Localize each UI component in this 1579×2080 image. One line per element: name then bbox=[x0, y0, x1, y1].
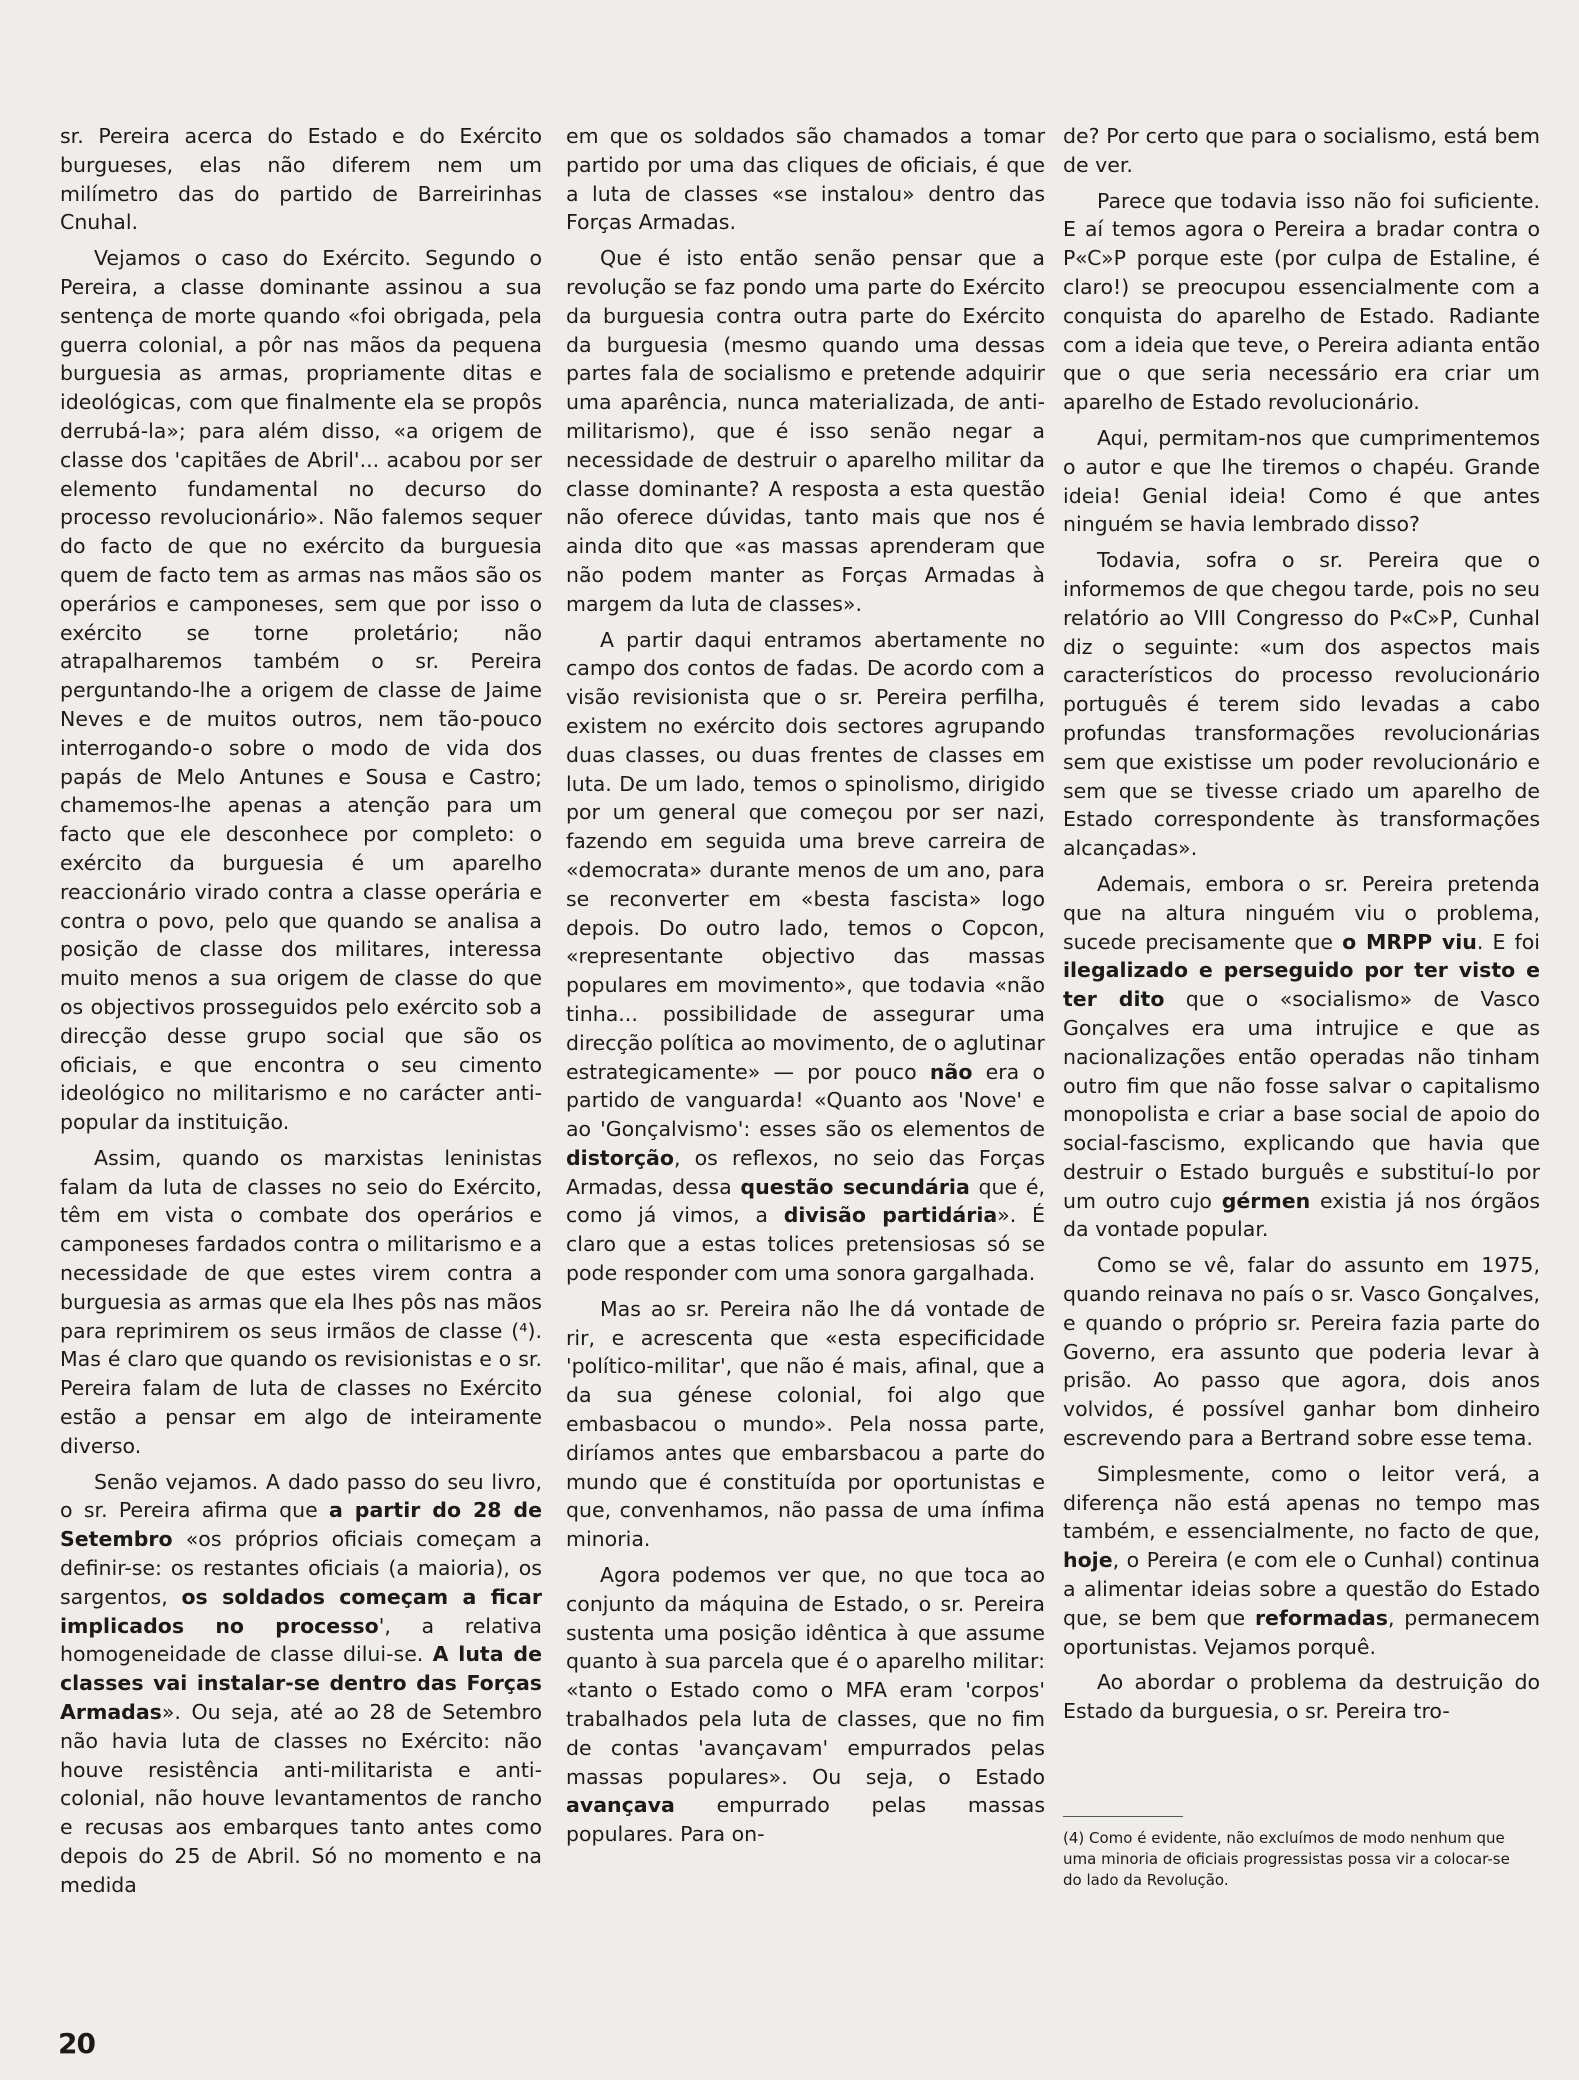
paragraph bbox=[1063, 870, 1540, 1244]
emphasis: A luta de classes vai instalar-se dentro das Forças Armadas bbox=[60, 1642, 542, 1725]
text-run: ', a relativa homogeneidade de classe dilui-se. bbox=[60, 1613, 542, 1667]
emphasis: não bbox=[929, 1059, 973, 1084]
footnote-number: (4) bbox=[1063, 1829, 1085, 1847]
paragraph: Que é isto então senão pensar que a revolução se faz pondo uma parte do Exército da burguesia contra outra parte do Exército da burguesia (mesmo quando uma dessas partes fala de socialismo e pretende adquirir uma aparência, nunca materializada, de anti-militarismo), que é isso senão negar a necessidade de destruir o aparelho militar da classe dominante? A resposta a esta questão não oferece dúvidas, tanto mais que nos é ainda dito que «as massas aprenderam que não podem manter as Forças Armadas à margem da luta de classes». bbox=[566, 246, 1045, 616]
text-run: que é, como já vimos, a bbox=[566, 1174, 1046, 1228]
paragraph: sr. Pereira acerca do Estado e do Exército burgueses, elas não diferem nem um milímetro das do partido de Barreirinhas Cnuhal. bbox=[60, 124, 542, 235]
emphasis: os soldados começam a ficar implicados no processo bbox=[60, 1584, 542, 1638]
text-run: Agora podemos ver que, no que toca ao conjunto da máquina de Estado, o sr. Pereira sustenta uma posição idêntica à que assume quanto à sua parcela que é o aparelho militar: «tanto o Estado como o MFA eram 'corpos' trabalhados pela luta de classes, que no fim de contas 'avançavam' empurrados pelas massas populares». Ou seja, o Estado bbox=[566, 1563, 1045, 1789]
paragraph bbox=[1063, 1460, 1540, 1662]
text-run: Senão vejamos. A dado passo do seu livro, o sr. Pereira afirma que bbox=[60, 1469, 542, 1523]
text-run: Ademais, embora o sr. Pereira pretenda que na altura ninguém viu o problema, sucede precisamente que bbox=[1063, 871, 1540, 954]
emphasis: divisão partidária bbox=[783, 1203, 998, 1228]
text-run: empurrado pelas massas populares. Para on- bbox=[566, 1793, 1045, 1847]
paragraph: Todavia, sofra o sr. Pereira que o informemos de que chegou tarde, pois no seu relatório ao VIII Congresso do P«C»P, Cunhal diz o seguinte: «um dos aspectos mais característicos do processo revolucionário português é terem sido levadas a cabo profundas transformações revolucionárias sem que existisse um poder revolucionário e sem que se tivesse criado um aparelho de Estado correspondente às transformações alcançadas». bbox=[1063, 548, 1540, 861]
text-run: , os reflexos, no seio das Forças Armadas, dessa bbox=[566, 1145, 1045, 1199]
emphasis: hoje bbox=[1063, 1548, 1113, 1573]
footnote-divider bbox=[1063, 1816, 1183, 1817]
emphasis: avançava bbox=[566, 1793, 675, 1818]
text-run: , permanecem oportunistas. Vejamos porquê. bbox=[1063, 1605, 1540, 1659]
text-run: Simplesmente, como o leitor verá, a diferença não está apenas no tempo mas também, e essencialmente, no facto de que, bbox=[1063, 1461, 1540, 1544]
page-number: 20 bbox=[58, 2027, 95, 2060]
text-run: . E foi bbox=[1476, 929, 1541, 954]
paragraph bbox=[566, 1561, 1045, 1849]
paragraph: Como se vê, falar do assunto em 1975, quando reinava no país o sr. Vasco Gonçalves, e quando o próprio sr. Pereira fazia parte do Governo, era assunto que poderia levar à prisão. Ao passo que agora, dois anos volvidos, é possível ganhar bom dinheiro escrevendo para a Bertrand sobre esse tema. bbox=[1063, 1253, 1540, 1451]
emphasis: reformadas bbox=[1254, 1605, 1388, 1630]
footnote-text: Como é evidente, não excluímos de modo nenhum que uma minoria de oficiais progressistas possa vir a colocar-se do lado da Revolução. bbox=[1063, 1829, 1510, 1889]
emphasis: ilegalizado e perseguido por ter visto e ter dito bbox=[1063, 958, 1540, 1012]
paragraph: Mas ao sr. Pereira não lhe dá vontade de rir, e acrescenta que «esta especificidade 'político-militar', que não é mais, afinal, que a da sua génese colonial, foi algo que embasbacou o mundo». Pela nossa parte, diríamos antes que embarsbacou a parte do mundo que é constituída por oportunistas e que, convenhamos, não passa de uma ínfima minoria. bbox=[566, 1296, 1045, 1552]
emphasis: a partir do 28 de Setembro bbox=[60, 1498, 542, 1552]
paragraph: Vejamos o caso do Exército. Segundo o Pereira, a classe dominante assinou a sua sentença de morte quando «foi obrigada, pela guerra colonial, a pôr nas mãos da pequena burguesia as armas, propriamente ditas e ideológicas, com que finalmente ela se propôs derrubá-la»; para além disso, «a origem de classe dos 'capitães de Abril'... acabou por ser elemento fundamental no decurso do processo revolucionário». Não falemos sequer do facto de que no exército da burguesia quem de facto tem as armas nas mãos são os operários e camponeses, sem que por isso o exército se torne proletário; não atrapalharemos também o sr. Pereira perguntando-lhe a origem de classe de Jaime Neves e de muitos outros, nem tão-pouco interrogando-o sobre o modo de vida dos papás de Melo Antunes e Sousa e Castro; chamemos-lhe apenas a atenção para um facto que ele desconhece por completo: o exército da burguesia é um aparelho reaccionário virado contra a classe operária e contra o povo, pelo que quando se analisa a posição de classe dos militares, interessa muito menos a sua origem de classe do que os objectivos prosseguidos pelo exército sob a direcção desse grupo social que são os oficiais, e que encontra o seu cimento ideológico no militarismo e no carácter anti-popular da instituição. bbox=[60, 246, 542, 1135]
text-run: ». É claro que a estas tolices pretensiosas só se pode responder com uma sonora gargalhada. bbox=[566, 1203, 1046, 1286]
paragraph: Assim, quando os marxistas leninistas falam da luta de classes no seio do Exército, têm em vista o combate dos operários e camponeses fardados contra o militarismo e a necessidade de que estes virem contra a burguesia as armas que ela lhes pôs nas mãos para reprimirem os seus irmãos de classe (⁴). Mas é claro que quando os revisionistas e o sr. Pereira falam de luta de classes no Exército estão a pensar em algo de inteiramente diverso. bbox=[60, 1145, 542, 1458]
text-run: que o «socialismo» de Vasco Gonçalves era uma intrujice e que as nacionalizações então operadas não tinham outro fim que não fosse salvar o capitalismo monopolista e criar a base social de apoio do social-fascismo, explicando que havia que destruir o Estado burguês e substituí-lo por um outro cujo bbox=[1063, 987, 1540, 1213]
text-run: A partir daqui entramos abertamente no campo dos contos de fadas. De acordo com a visão revisionista que o sr. Pereira perfilha, existem no exército dois sectores agrupando duas classes, ou duas frentes de classes em luta. De um lado, temos o spinolismo, dirigido por um general que começou por ser nazi, fazendo em seguida uma breve carreira de «democrata» durante menos de um ano, para se reconverter em «besta fascista» logo depois. Do outro lado, temos o Copcon, «representante objectivo das massas populares em movimento», que todavia «não tinha... possibilidade de assegurar uma direcção política ao movimento, de o aglutinar estrategicamente» — por pouco bbox=[566, 627, 1045, 1084]
paragraph: Ao abordar o problema da destruição do Estado da burguesia, o sr. Pereira tro- bbox=[1063, 1670, 1540, 1724]
emphasis: questão secundária bbox=[740, 1174, 970, 1199]
text-run: , o Pereira (e com ele o Cunhal) continua a alimentar ideias sobre a questão do Estado que, se bem que bbox=[1063, 1548, 1540, 1630]
text-column-2 bbox=[566, 122, 1045, 1856]
text-run: era o partido de vanguarda! «Quanto aos 'Nove' e ao 'Gonçalvismo': esses são os elementos de bbox=[566, 1059, 1045, 1142]
emphasis: distorção bbox=[566, 1145, 674, 1170]
text-column-1 bbox=[60, 122, 542, 1907]
text-run: «os próprios oficiais começam a definir-se: os restantes oficiais (a maioria), os sargentos, bbox=[60, 1527, 542, 1609]
paragraph: em que os soldados são chamados a tomar partido por uma das cliques de oficiais, é que a luta de classes «se instalou» dentro das Forças Armadas. bbox=[566, 124, 1045, 235]
paragraph: Parece que todavia isso não foi suficiente. E aí temos agora o Pereira a bradar contra o P«C»P porque este (por culpa de Estaline, é claro!) se preocupou essencialmente com a conquista do aparelho de Estado. Radiante com a ideia que teve, o Pereira adianta então que o que seria necessário era criar um aparelho de Estado revolucionário. bbox=[1063, 188, 1540, 415]
text-run: ». Ou seja, até ao 28 de Setembro não havia luta de classes no Exército: não houve resistência anti-militarista e anti-colonial, não houve levantamentos de rancho e recusas aos embarques tanto antes como depois do 25 de Abril. Só no momento e na medida bbox=[60, 1700, 542, 1897]
text-column-3 bbox=[1063, 122, 1540, 1733]
paragraph bbox=[566, 626, 1045, 1288]
emphasis: o MRPP viu bbox=[1342, 929, 1477, 954]
emphasis: gérmen bbox=[1221, 1188, 1311, 1213]
paragraph: Aqui, permitam-nos que cumprimentemos o autor e que lhe tiremos o chapéu. Grande ideia! Genial ideia! Como é que antes ninguém se havia lembrado disso? bbox=[1063, 425, 1540, 537]
paragraph: de? Por certo que para o socialismo, está bem de ver. bbox=[1063, 124, 1540, 177]
paragraph bbox=[60, 1468, 542, 1900]
footnote bbox=[1063, 1828, 1533, 1891]
text-run: existia já nos órgãos da vontade popular. bbox=[1063, 1188, 1540, 1242]
